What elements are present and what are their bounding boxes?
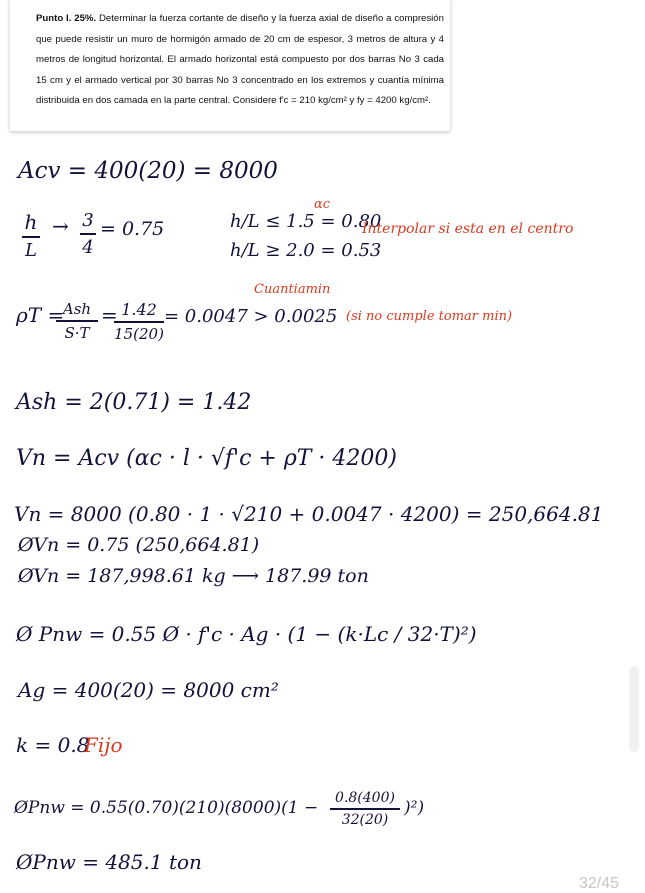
phi-vn-1: ØVn = 0.75 (250,664.81)	[18, 534, 260, 556]
pnw-formula: Ø Pnw = 0.55 Ø · f'c · Ag · (1 − (k·Lc / 32·T)²)	[16, 622, 477, 646]
rho-lhs: ρT =	[16, 303, 65, 327]
k-line: k = 0.8	[16, 733, 90, 757]
phi-vn-2: ØVn = 187,998.61 kg ⟶ 187.99 ton	[18, 565, 369, 587]
k-note: Fijo	[84, 733, 123, 757]
rho-equals: =	[101, 303, 118, 327]
pnw-inner-fraction: 0.8(400) 32(20)	[330, 790, 400, 828]
ratio-value: = 0.75	[100, 218, 165, 240]
condition-1: h/L ≤ 1.5 = 0.80	[230, 211, 382, 232]
ratio-fraction: 3 4	[80, 210, 96, 258]
ag-line: Ag = 400(20) = 8000 cm²	[18, 678, 279, 702]
pnw-calculation-a: ØPnw = 0.55(0.70)(210)(8000)(1 −	[14, 798, 319, 818]
page-indicator: 32/45	[578, 875, 619, 892]
rho-fraction-numeric: 1.42 15(20)	[114, 300, 164, 343]
rho-note: (si no cumple tomar min)	[346, 309, 513, 324]
problem-statement	[36, 9, 444, 112]
vertical-scrollbar[interactable]	[629, 666, 639, 752]
h-over-l-fraction: h L	[22, 210, 40, 261]
arrow: →	[52, 214, 69, 238]
rho-fraction-symbolic: Ash S·T	[56, 300, 98, 342]
pnw-result: ØPnw = 485.1 ton	[16, 850, 202, 874]
vn-calculation: Vn = 8000 (0.80 · 1 · √210 + 0.0047 · 4200) = 250,664.81	[14, 502, 604, 526]
cuantia-label: Cuantiamin	[254, 282, 331, 297]
acv-line: Acv = 400(20) = 8000	[18, 158, 278, 184]
problem-label: Punto I. 25%.	[36, 13, 97, 24]
problem-body: Determinar la fuerza cortante de diseño y la fuerza axial de diseño a compresión que puede resistir un muro de hormigón armado de 20 cm de espesor, 3 metros de altura y 4 metros de longitud horizontal. El armado horizontal está compuesto por dos barras No 3 cada 15 cm y el armado vertical por 30 barras No 3 concentrado en los extremos y cuantía mínima distribuida en dos camada en la parte central. Considere f'c = 210 kg/cm² y fy = 4200 kg/cm².	[36, 13, 444, 107]
ash-line: Ash = 2(0.71) = 1.42	[16, 390, 252, 415]
alpha-label: αc	[314, 197, 331, 212]
interpolation-note: Interpolar si esta en el centro	[362, 221, 574, 237]
rho-result: = 0.0047 > 0.0025	[164, 306, 338, 327]
condition-2: h/L ≥ 2.0 = 0.53	[230, 240, 382, 261]
vn-formula: Vn = Acv (αc · l · √f'c + ρT · 4200)	[16, 446, 397, 471]
problem-statement-card	[10, 0, 450, 132]
pnw-calculation-b: )²)	[404, 798, 425, 818]
